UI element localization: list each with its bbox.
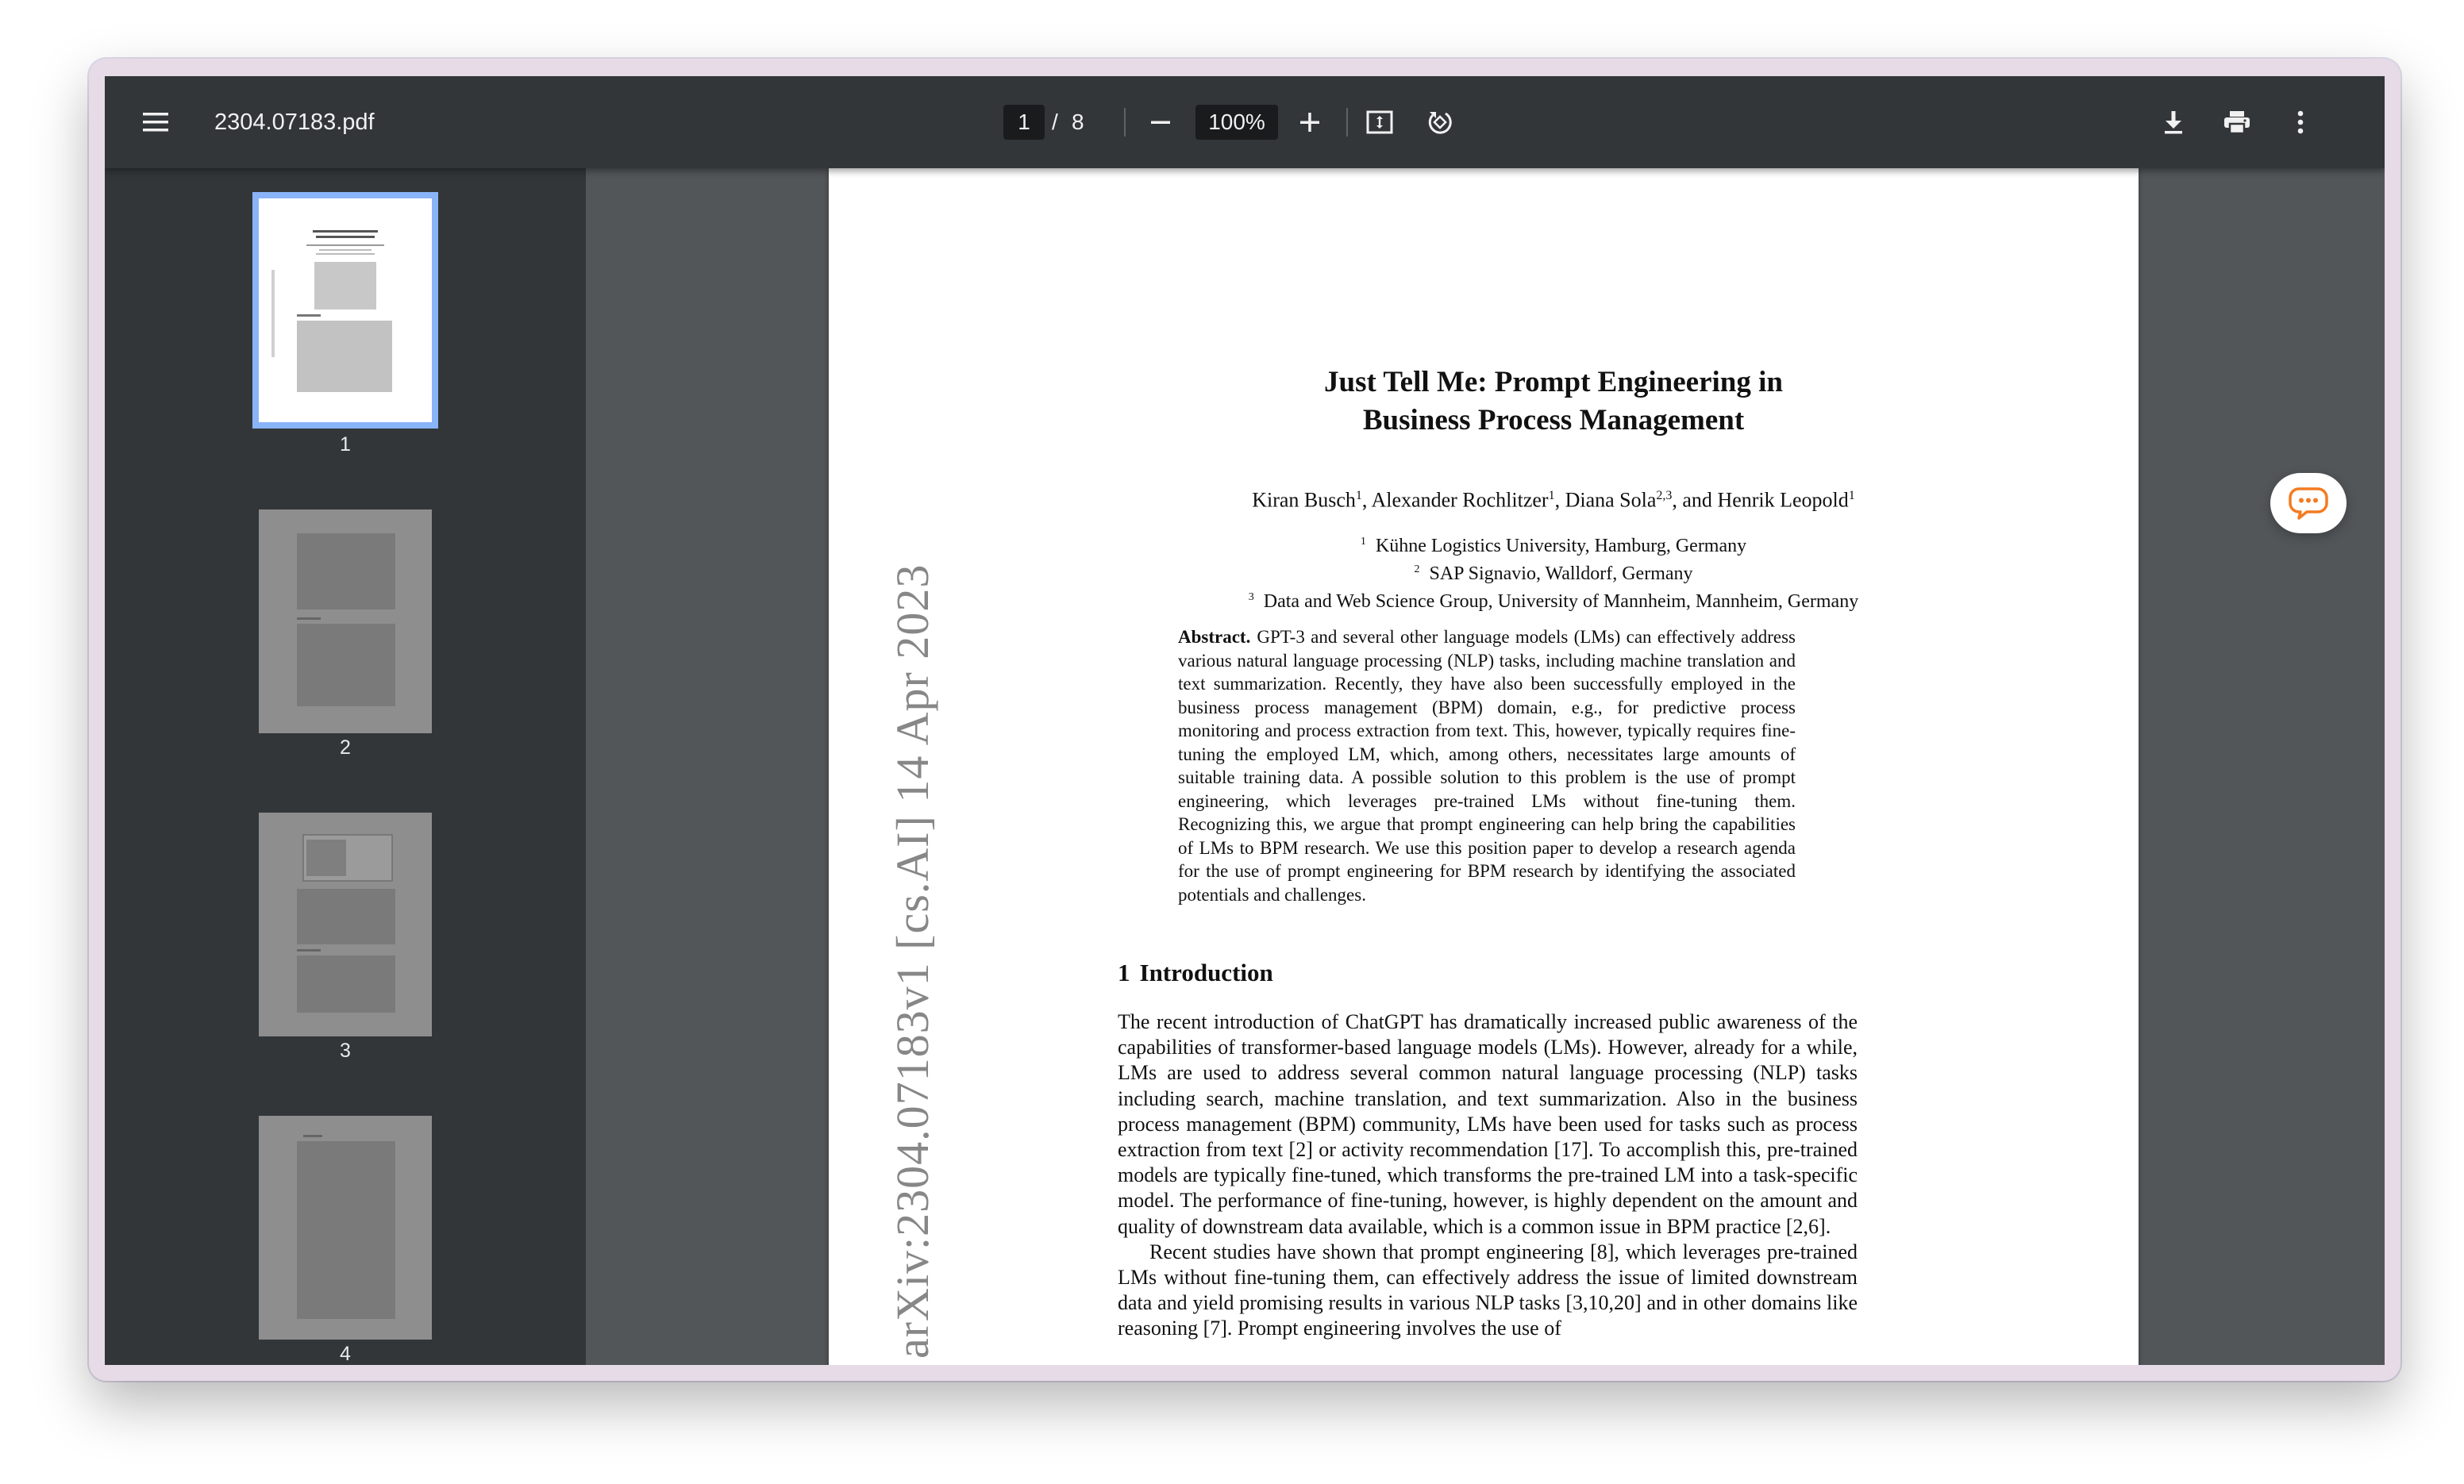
abstract-text: GPT-3 and several other language models (LMs) can effectively address various natural language processing (NLP) tasks, including machine translation and text summarization. Recently, they have also been successfully employed in the business process management (BPM) domain, e.g., for predictive process monitoring and process extraction from text. This, however, typically requires fine-tuning the employed LM, which, among others, necessitates large amounts of suitable training data. A possible solution to this problem is the use of prompt engineering, which leverages pre-trained LMs without fine-tuning them. Recognizing this, we argue that prompt engineering can help bring the capabilities of LMs to BPM research. We use this position paper to develop a research agenda for the use of prompt engineering for BPM research by identifying the associated potentials and challenges. bbox=[1178, 627, 1796, 905]
thumbnail-label: 1 bbox=[340, 433, 351, 456]
affiliation bbox=[1067, 558, 2040, 586]
paragraph: Recent studies have shown that prompt engineering [8], which leverages pre-trained LMs without fine-tuning them, can effectively address the issue of limited downstream data and yield promising results in various NLP tasks [3,10,20] and in other domains like reasoning [7]. Prompt engineering involves the use of bbox=[1118, 1240, 1858, 1340]
affiliation-mark: 3 bbox=[1248, 591, 1254, 603]
arxiv-identifier: arXiv:2304.07183v1 [cs.AI] 14 Apr 2023 bbox=[887, 563, 938, 1359]
author-name: Henrik Leopold bbox=[1717, 488, 1849, 512]
page-thumbnail-2[interactable] bbox=[259, 509, 432, 733]
section-title: Introduction bbox=[1139, 959, 1273, 986]
zoom-in-icon[interactable] bbox=[1292, 105, 1327, 140]
author-separator: , and bbox=[1672, 488, 1718, 512]
more-vert-icon[interactable] bbox=[2283, 105, 2318, 140]
document-area[interactable] bbox=[586, 168, 2385, 1365]
print-icon[interactable] bbox=[2220, 105, 2254, 140]
paper-title-line-2: Business Process Management bbox=[1362, 404, 1745, 436]
affiliation bbox=[1067, 586, 2040, 613]
author-separator: , bbox=[1361, 488, 1372, 512]
paragraph: The recent introduction of ChatGPT has dramatically increased public awareness of the capabilities of transformer-based language models (LMs). However, already for a while, LMs are used to address several common natural language processing (NLP) tasks including search, machine translation, and text summarization. Also in the business process management (BPM) community, LMs have been used for tasks such as process extraction from text [2] or activity recommendation [17]. To accomplish this, pre-trained models are typically fine-tuned, which transforms the pre-trained LM into a task-specific model. The performance of fine-tuning, however, is highly dependent on the amount and quality of downstream data available, which is a common issue in BPM practice [2,6]. bbox=[1118, 1010, 1858, 1238]
chat-assistant-button[interactable] bbox=[2270, 473, 2347, 533]
affiliation-text: SAP Signavio, Walldorf, Germany bbox=[1429, 563, 1693, 584]
current-page-input[interactable]: 1 bbox=[1003, 105, 1045, 140]
download-icon[interactable] bbox=[2156, 105, 2191, 140]
pdf-toolbar bbox=[105, 76, 2385, 168]
affiliation-mark: 1 bbox=[1360, 536, 1366, 548]
page-thumbnail-1[interactable] bbox=[259, 198, 432, 422]
section-heading bbox=[1118, 959, 1283, 987]
author-separator: , bbox=[1554, 488, 1565, 512]
total-pages: 8 bbox=[1072, 110, 1084, 134]
page-thumbnail-preview bbox=[259, 1116, 432, 1340]
pdf-viewer bbox=[105, 76, 2385, 1365]
page-thumbnail-preview bbox=[259, 198, 432, 422]
author-affiliation-mark: 1 bbox=[1848, 489, 1855, 502]
author-affiliation-mark: 1 bbox=[1548, 489, 1555, 502]
pdf-page-1 bbox=[829, 168, 2139, 1365]
browser-window bbox=[89, 59, 2400, 1381]
rotate-icon[interactable] bbox=[1423, 105, 1457, 140]
abstract-label: Abstract. bbox=[1178, 627, 1251, 647]
author-affiliation-mark: 1 bbox=[1355, 489, 1362, 502]
zoom-level-input[interactable]: 100% bbox=[1195, 105, 1278, 140]
paper-title bbox=[1035, 363, 2072, 440]
fit-to-page-icon[interactable] bbox=[1362, 105, 1397, 140]
body-text bbox=[1118, 1009, 1858, 1342]
zoom-out-icon[interactable] bbox=[1143, 105, 1178, 140]
page-separator: / bbox=[1052, 110, 1058, 134]
author-name: Kiran Busch bbox=[1252, 488, 1356, 512]
author-name: Alexander Rochlitzer bbox=[1371, 488, 1549, 512]
affiliation-text: Kühne Logistics University, Hamburg, Germany bbox=[1375, 536, 1747, 556]
page-thumbnail-preview bbox=[259, 813, 432, 1036]
author-name: Diana Sola bbox=[1565, 488, 1657, 512]
toolbar-divider bbox=[1124, 108, 1126, 136]
affiliation-mark: 2 bbox=[1414, 563, 1420, 575]
page-thumbnail-3[interactable] bbox=[259, 813, 432, 1036]
thumbnail-label: 4 bbox=[340, 1343, 351, 1365]
document-filename: 2304.07183.pdf bbox=[214, 110, 375, 135]
page-thumbnail-4[interactable] bbox=[259, 1116, 432, 1340]
affiliation-text: Data and Web Science Group, University of Mannheim, Mannheim, Germany bbox=[1263, 591, 1859, 612]
affiliation-list bbox=[1067, 530, 2040, 613]
abstract bbox=[1178, 625, 1796, 906]
thumbnail-label: 2 bbox=[340, 736, 351, 759]
author-affiliation-mark: 2,3 bbox=[1656, 489, 1673, 502]
author-list bbox=[1067, 482, 2040, 514]
thumbnail-sidebar bbox=[105, 168, 586, 1365]
page-thumbnail-preview bbox=[259, 509, 432, 733]
chat-bubble-icon bbox=[2288, 486, 2329, 521]
thumbnail-label: 3 bbox=[340, 1040, 351, 1062]
section-number: 1 bbox=[1118, 959, 1130, 986]
menu-icon[interactable] bbox=[140, 106, 171, 138]
paper-title-line-1: Just Tell Me: Prompt Engineering in bbox=[1324, 366, 1783, 398]
toolbar-divider bbox=[1346, 108, 1348, 136]
affiliation bbox=[1067, 530, 2040, 558]
